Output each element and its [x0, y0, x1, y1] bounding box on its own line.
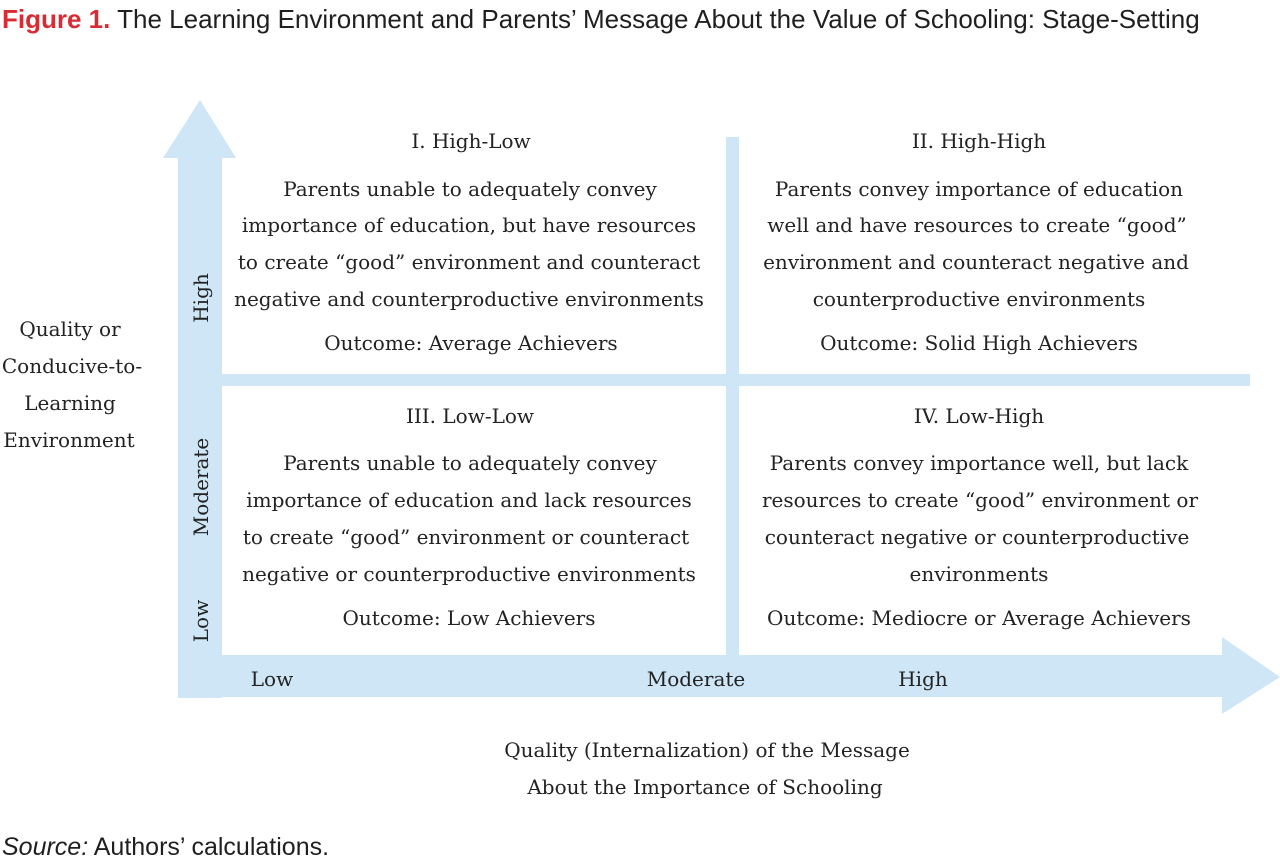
quadrant-body-line: environment and counteract negative and — [763, 250, 1189, 274]
y-axis-title-line: Conducive-to- — [1, 354, 143, 378]
quadrant-heading: I. High-Low — [411, 129, 531, 153]
quadrant-outcome: Outcome: Average Achievers — [324, 331, 618, 355]
quadrant-body-line: importance of education, but have resources — [241, 213, 697, 237]
x-axis-title — [504, 738, 910, 799]
quadrant-body-line: negative or counterproductive environments — [242, 562, 696, 586]
quadrant-body-line: counteract negative or counterproductive — [764, 525, 1190, 549]
quadrant-body-line: importance of education and lack resources — [246, 488, 692, 512]
quadrant-body-line: Parents unable to adequately convey — [283, 177, 657, 201]
quadrant-body-line: resources to create “good” environment or — [761, 488, 1199, 512]
y-axis-title-line: Learning — [24, 391, 116, 415]
quadrant-body-line: Parents unable to adequately convey — [283, 451, 657, 475]
quadrant-heading: II. High-High — [911, 129, 1047, 153]
quadrant-high-low — [234, 129, 704, 355]
quadrant-body-line: Parents convey importance well, but lack — [769, 451, 1189, 475]
quadrant-body-line: to create “good” environment and counteract — [237, 250, 701, 274]
figure-title-text: The Learning Environment and Parents’ Message About the Value of Schooling: Stage-Setting — [117, 4, 1200, 34]
x-axis-title-line: Quality (Internalization) of the Message — [504, 738, 910, 762]
quadrant-outcome: Outcome: Mediocre or Average Achievers — [767, 606, 1191, 630]
quadrant-outcome: Outcome: Low Achievers — [342, 606, 596, 630]
y-axis-title-line: Environment — [3, 428, 135, 452]
quadrant-low-high — [762, 404, 1198, 630]
quadrant-heading: IV. Low-High — [913, 404, 1045, 428]
figure-label: Figure 1. — [2, 4, 111, 34]
quadrant-outcome: Outcome: Solid High Achievers — [820, 331, 1138, 355]
quadrant-body-line: environments — [909, 562, 1049, 586]
source-note — [2, 832, 329, 862]
x-tick-high: High — [898, 667, 948, 691]
y-axis-title-line: Quality or — [19, 317, 121, 341]
x-tick-moderate: Moderate — [646, 667, 746, 691]
quadrant-body-line: Parents convey importance of education — [774, 177, 1184, 201]
quadrant-body-line: well and have resources to create “good” — [767, 213, 1187, 237]
quadrant-body-line: counterproductive environments — [812, 287, 1146, 311]
y-tick-high: High — [189, 273, 213, 323]
x-tick-low: Low — [250, 667, 294, 691]
quadrant-body-line: to create “good” environment or counteract — [242, 525, 690, 549]
quadrant-heading: III. Low-Low — [405, 404, 535, 428]
x-axis-title-line: About the Importance of Schooling — [527, 775, 883, 799]
y-axis-title — [2, 317, 142, 452]
quadrant-high-high — [763, 129, 1189, 355]
quadrant-low-low — [242, 404, 696, 630]
source-text: Authors’ calculations. — [88, 833, 330, 861]
y-tick-low: Low — [189, 599, 213, 643]
source-label: Source: — [2, 833, 89, 861]
horizontal-divider — [222, 374, 1250, 386]
vertical-divider — [726, 137, 739, 655]
y-tick-moderate: Moderate — [189, 437, 213, 537]
quadrant-body-line: negative and counterproductive environments — [234, 287, 704, 311]
